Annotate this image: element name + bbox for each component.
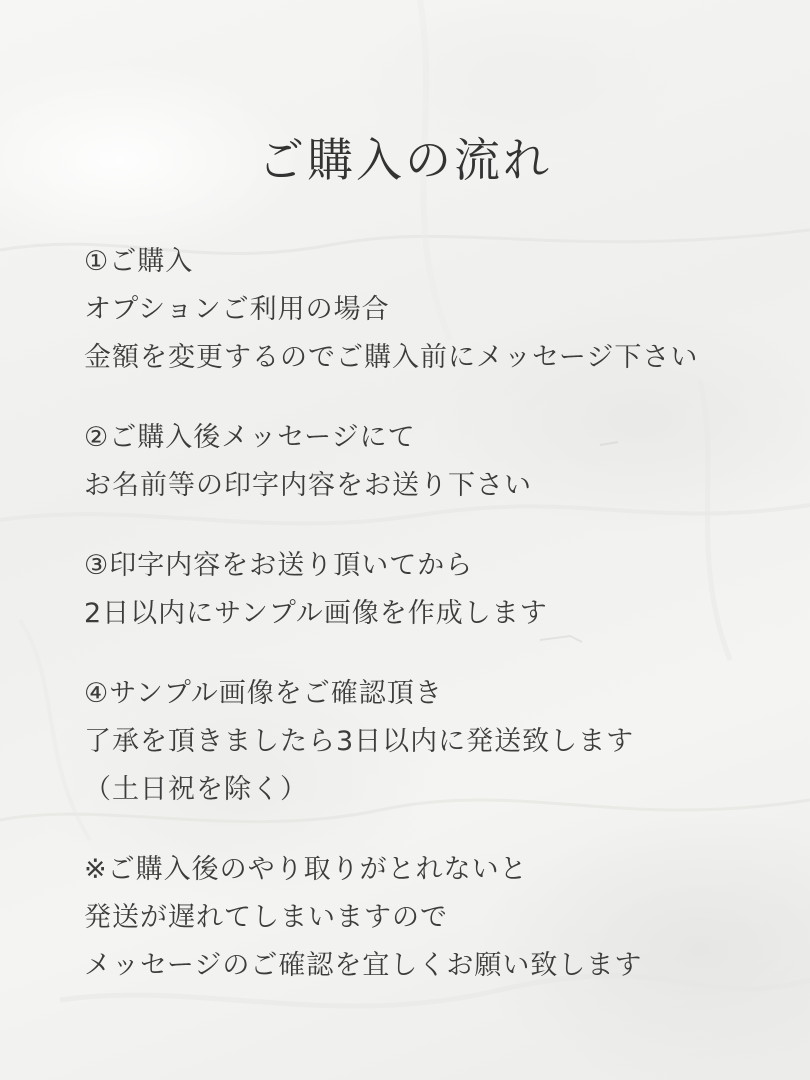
step-1 bbox=[84, 238, 784, 382]
notice bbox=[84, 846, 784, 990]
notice-text: 発送が遅れてしまいますので bbox=[84, 902, 448, 933]
step-4-text: 了承を頂きましたら3日以内に発送致します bbox=[84, 726, 635, 757]
step-3-heading: ③印字内容をお送り頂いてから bbox=[84, 550, 474, 581]
step-4-note: （土日祝を除く） bbox=[84, 774, 308, 805]
purchase-steps bbox=[84, 238, 784, 1022]
step-1-heading: ①ご購入 bbox=[84, 246, 194, 277]
notice-text: ※ご購入後のやり取りがとれないと bbox=[84, 854, 528, 885]
step-2-text: お名前等の印字内容をお送り下さい bbox=[84, 470, 532, 501]
step-4-heading: ④サンプル画像をご確認頂き bbox=[84, 678, 443, 709]
page-title: ご購入の流れ bbox=[258, 133, 552, 187]
step-1-text: オプションご利用の場合 bbox=[84, 294, 390, 325]
step-3 bbox=[84, 542, 784, 638]
step-4 bbox=[84, 670, 784, 814]
step-2 bbox=[84, 414, 784, 510]
step-2-heading: ②ご購入後メッセージにて bbox=[84, 422, 416, 453]
step-1-text: 金額を変更するのでご購入前にメッセージ下さい bbox=[84, 342, 699, 373]
notice-text: メッセージのご確認を宜しくお願い致します bbox=[84, 950, 643, 981]
step-3-text: 2日以内にサンプル画像を作成します bbox=[84, 598, 548, 629]
